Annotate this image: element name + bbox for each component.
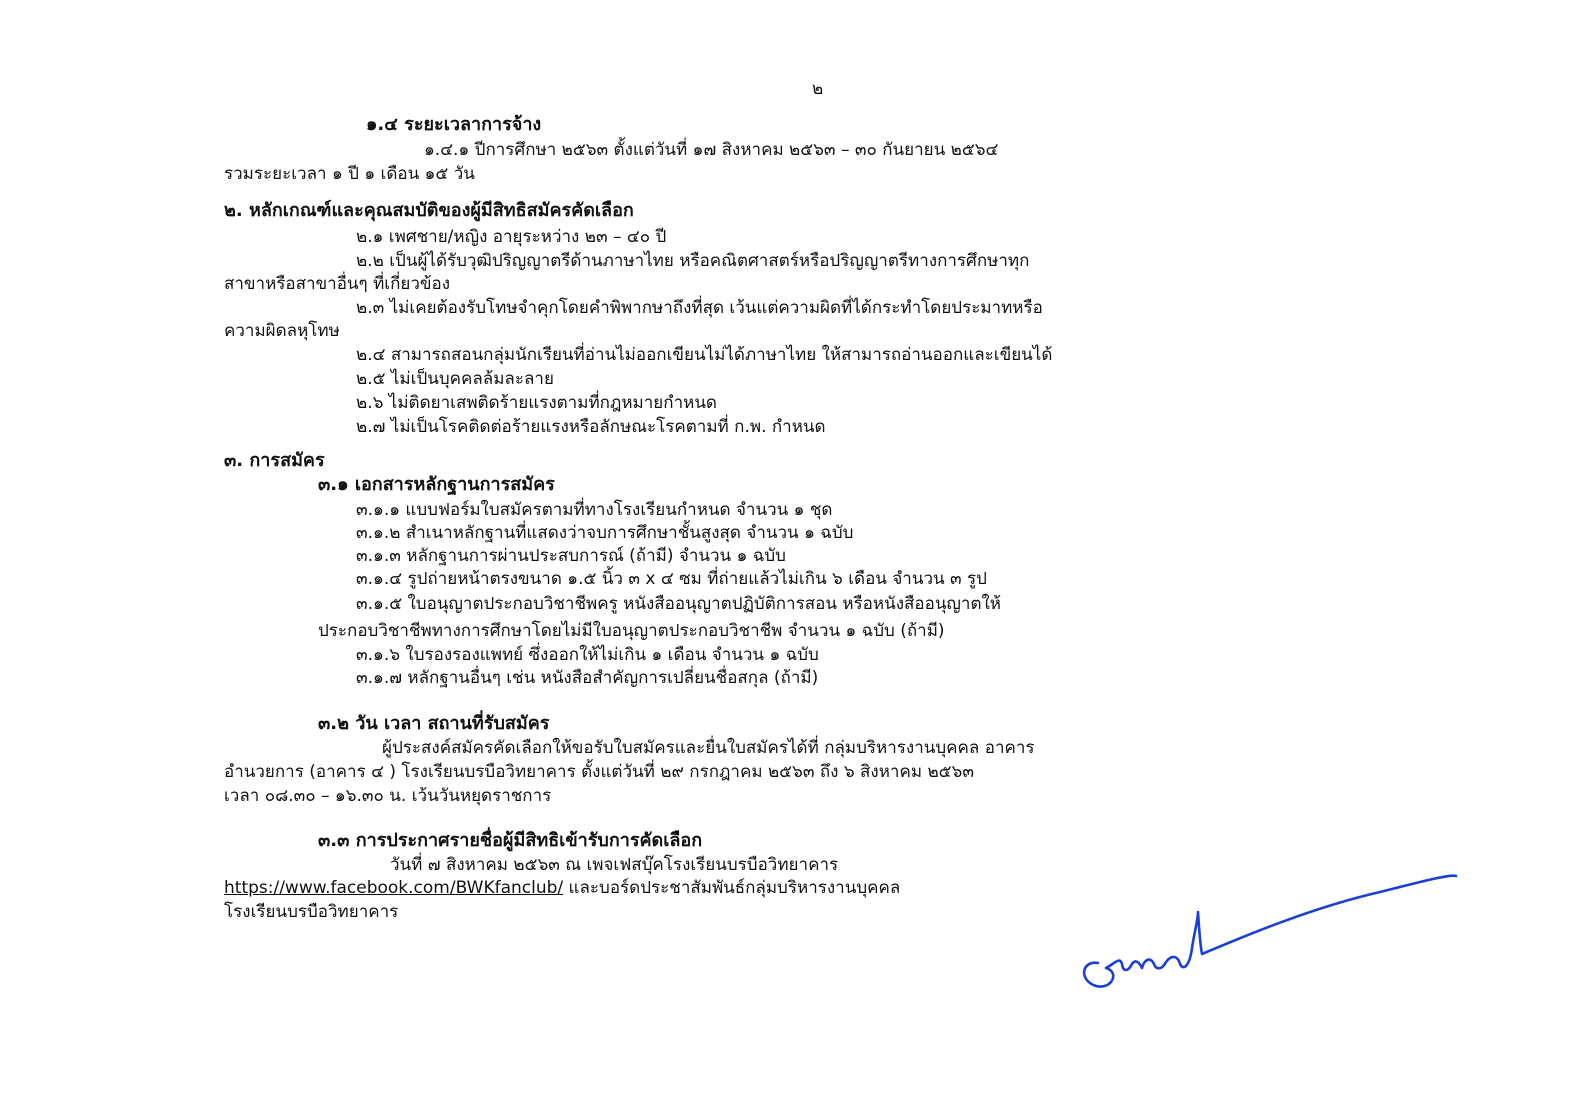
document-3-1-5: ๓.๑.๕ ใบอนุญาตประกอบวิชาชีพครู หนังสืออนุญาตปฏิบัติการสอน หรือหนังสืออนุญาตให้ xyxy=(356,594,1002,614)
section-3-heading: ๓. การสมัคร xyxy=(224,450,325,471)
section-3-3-heading: ๓.๓ การประกาศรายชื่อผู้มีสิทธิเข้ารับการคัดเลือก xyxy=(318,830,703,851)
criterion-2-2: ๒.๒ เป็นผู้ได้รับวุฒิปริญญาตรีด้านภาษาไทย หรือคณิตศาสตร์หรือปริญญาตรีทางการศึกษาทุก xyxy=(356,251,1030,271)
section-3-2-line-1: ผู้ประสงค์สมัครคัดเลือกให้ขอรับใบสมัครและยื่นใบสมัครได้ที่ กลุ่มบริหารงานบุคคล อาคาร xyxy=(382,738,1035,758)
section-1-4-1-line: ๑.๔.๑ ปีการศึกษา ๒๕๖๓ ตั้งแต่วันที่ ๑๗ สิงหาคม ๒๕๖๓ – ๓๐ กันยายน ๒๕๖๔ xyxy=(424,140,999,160)
section-2-heading: ๒. หลักเกณฑ์และคุณสมบัติของผู้มีสิทธิสมัครคัดเลือก xyxy=(224,200,634,221)
section-3-3-line-3: โรงเรียนบรบือวิทยาคาร xyxy=(224,902,399,922)
section-3-2-heading: ๓.๒ วัน เวลา สถานที่รับสมัคร xyxy=(318,713,550,734)
criterion-2-4: ๒.๔ สามารถสอนกลุ่มนักเรียนที่อ่านไม่ออกเขียนไม่ได้ภาษาไทย ให้สามารถอ่านออกและเขียนได้ xyxy=(356,345,1053,365)
criterion-2-3-cont: ความผิดลหุโทษ xyxy=(224,321,340,341)
document-3-1-3: ๓.๑.๓ หลักฐานการผ่านประสบการณ์ (ถ้ามี) จำนวน ๑ ฉบับ xyxy=(356,546,786,566)
section-3-1-heading: ๓.๑ เอกสารหลักฐานการสมัคร xyxy=(318,474,555,495)
section-1-4-1-line-2: รวมระยะเวลา ๑ ปี ๑ เดือน ๑๕ วัน xyxy=(224,164,475,184)
section-3-2-line-3: เวลา ๐๘.๓๐ – ๑๖.๓๐ น. เว้นวันหยุดราชการ xyxy=(224,786,552,806)
document-3-1-2: ๓.๑.๒ สำเนาหลักฐานที่แสดงว่าจบการศึกษาชั้นสูงสุด จำนวน ๑ ฉบับ xyxy=(356,523,854,543)
document-3-1-7: ๓.๑.๗ หลักฐานอื่นๆ เช่น หนังสือสำคัญการเปลี่ยนชื่อสกุล (ถ้ามี) xyxy=(356,668,819,688)
section-1-4-heading: ๑.๔ ระยะเวลาการจ้าง xyxy=(366,114,542,135)
document-3-1-1: ๓.๑.๑ แบบฟอร์มใบสมัครตามที่ทางโรงเรียนกำหนด จำนวน ๑ ชุด xyxy=(356,500,833,520)
page-number: ๒ xyxy=(812,79,824,99)
facebook-page-link[interactable]: https://www.facebook.com/BWKfanclub/ xyxy=(224,878,564,898)
handwritten-signature xyxy=(1080,868,1480,998)
section-3-3-line-2-text: และบอร์ดประชาสัมพันธ์กลุ่มบริหารงานบุคคล xyxy=(563,878,901,898)
criterion-2-6: ๒.๖ ไม่ติดยาเสพติดร้ายแรงตามที่กฎหมายกำหนด xyxy=(356,393,717,413)
criterion-2-5: ๒.๕ ไม่เป็นบุคคลล้มละลาย xyxy=(356,369,554,389)
signature-stroke xyxy=(1084,876,1456,987)
section-3-3-line-2 xyxy=(224,877,900,899)
criterion-2-7: ๒.๗ ไม่เป็นโรคติดต่อร้ายแรงหรือลักษณะโรคตามที่ ก.พ. กำหนด xyxy=(356,417,826,437)
criterion-2-2-cont: สาขาหรือสาขาอื่นๆ ที่เกี่ยวข้อง xyxy=(224,274,451,294)
section-3-2-line-2: อำนวยการ (อาคาร ๔ ) โรงเรียนบรบือวิทยาคาร ตั้งแต่วันที่ ๒๙ กรกฎาคม ๒๕๖๓ ถึง ๖ สิงหาคม ๒๕๖๓ xyxy=(224,762,974,782)
criterion-2-3: ๒.๓ ไม่เคยต้องรับโทษจำคุกโดยคำพิพากษาถึงที่สุด เว้นแต่ความผิดที่ได้กระทำโดยประมาทหรือ xyxy=(356,298,1043,318)
document-3-1-6: ๓.๑.๖ ใบรองรองแพทย์ ซึ่งออกให้ไม่เกิน ๑ เดือน จำนวน ๑ ฉบับ xyxy=(356,645,819,665)
criterion-2-1: ๒.๑ เพศชาย/หญิง อายุระหว่าง ๒๓ – ๔๐ ปี xyxy=(356,227,667,247)
document-3-1-5-cont: ประกอบวิชาชีพทางการศึกษาโดยไม่มีใบอนุญาตประกอบวิชาชีพ จำนวน ๑ ฉบับ (ถ้ามี) xyxy=(318,621,945,641)
section-3-3-line-1: วันที่ ๗ สิงหาคม ๒๕๖๓ ณ เพจเฟสบุ๊คโรงเรียนบรบือวิทยาคาร xyxy=(390,855,839,875)
document-3-1-4: ๓.๑.๔ รูปถ่ายหน้าตรงขนาด ๑.๕ นิ้ว ๓ x ๔ ซม ที่ถ่ายแล้วไม่เกิน ๖ เดือน จำนวน ๓ รูป xyxy=(356,569,987,589)
